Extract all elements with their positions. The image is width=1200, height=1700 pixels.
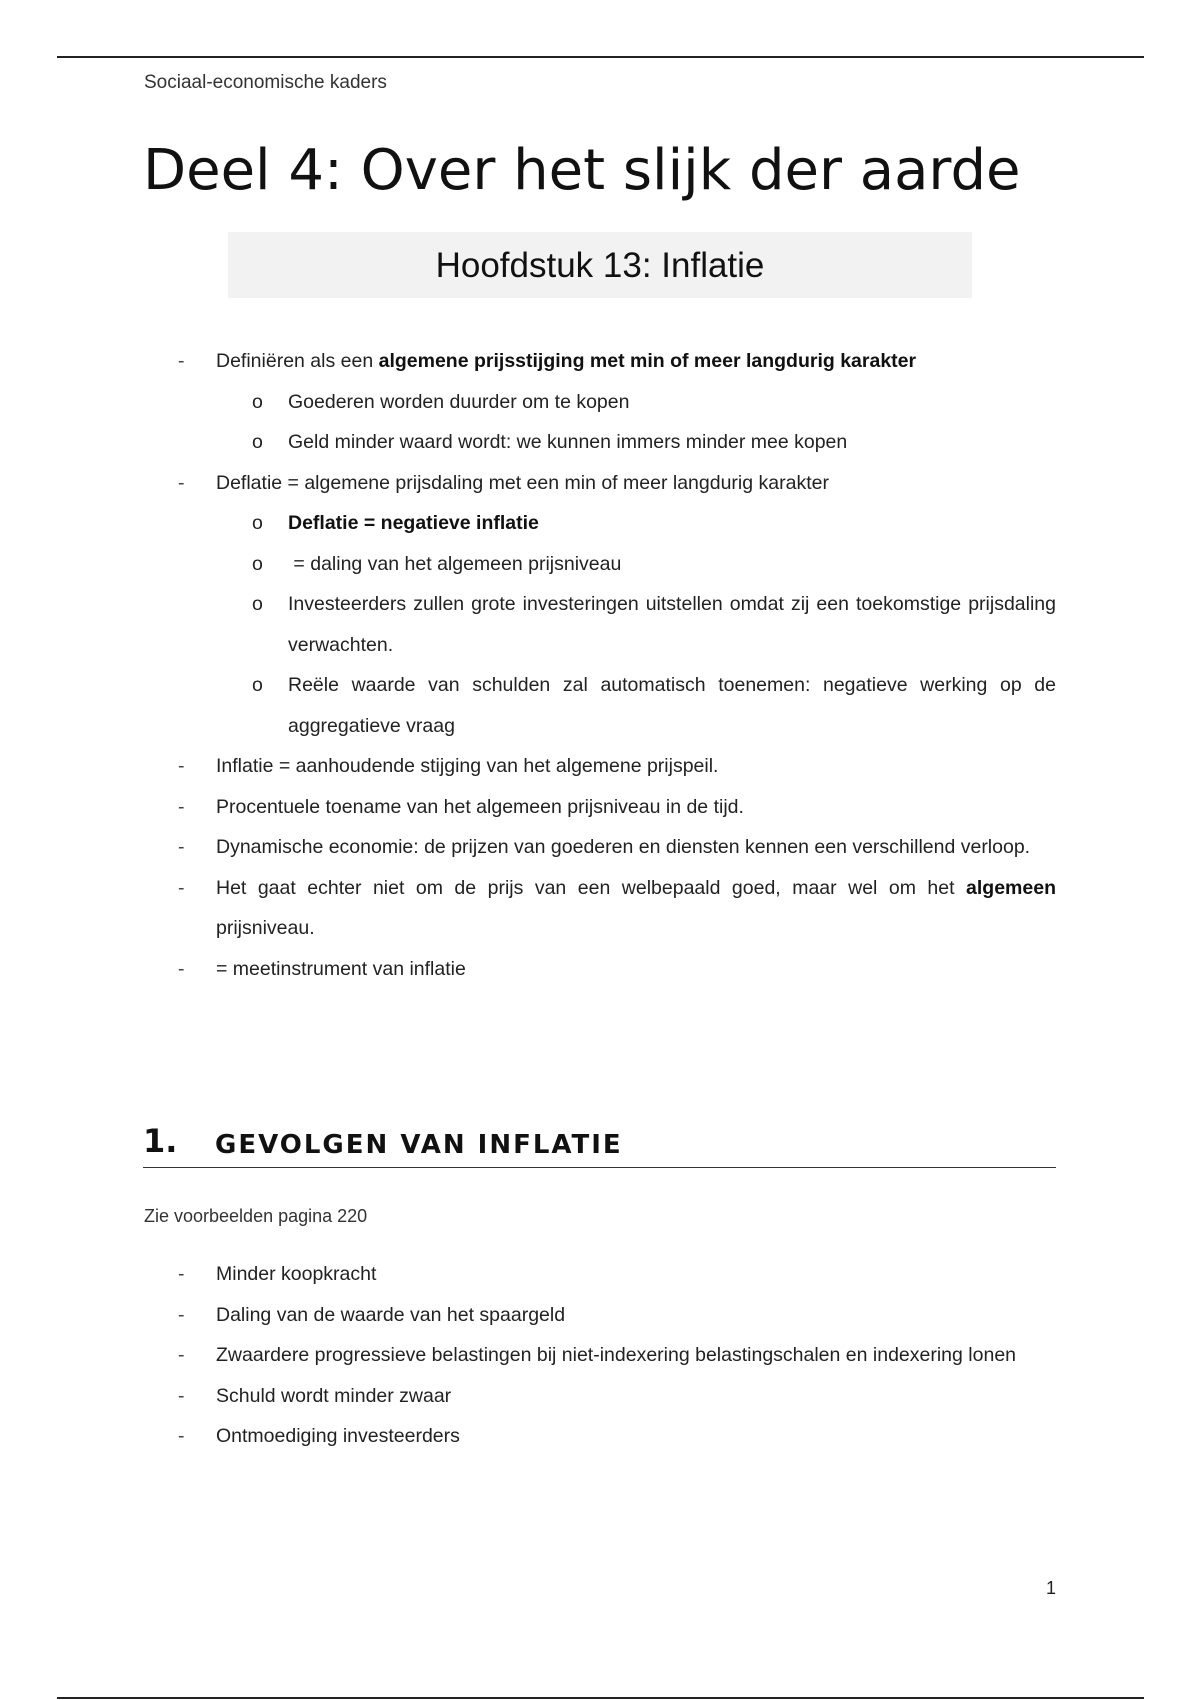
section-heading bbox=[143, 1122, 1056, 1168]
list-item bbox=[144, 1416, 1056, 1457]
list-item bbox=[144, 787, 1056, 828]
intro-bullet-list bbox=[144, 341, 1056, 989]
item-text: = meetinstrument van inflatie bbox=[216, 957, 466, 980]
dash-bullet: - bbox=[178, 836, 185, 858]
dash-bullet: - bbox=[178, 1303, 185, 1326]
dash-bullet: - bbox=[178, 795, 185, 818]
item-text: Reële waarde van schulden zal automatisch toenemen: negatieve werking op de aggregatieve vraag bbox=[288, 674, 1056, 737]
list-item bbox=[144, 1376, 1056, 1417]
dash-bullet: - bbox=[178, 1263, 185, 1285]
circle-bullet: o bbox=[252, 512, 263, 534]
item-text: Deflatie = algemene prijsdaling met een min of meer langdurig karakter bbox=[216, 471, 829, 494]
dash-bullet: - bbox=[178, 350, 185, 372]
list-item bbox=[144, 1254, 1056, 1295]
item-text: Ontmoediging investeerders bbox=[216, 1425, 460, 1447]
running-header: Sociaal-economische kaders bbox=[144, 72, 387, 93]
sub-list-item bbox=[144, 665, 1056, 746]
page-number: 1 bbox=[1046, 1578, 1057, 1598]
sub-list-item bbox=[144, 382, 1056, 423]
item-text-bold: algemeen bbox=[966, 876, 1056, 899]
item-text: Investeerders zullen grote investeringen uitstellen omdat zij een toekomstige prijsdaling verwachten. bbox=[288, 593, 1056, 656]
circle-bullet: o bbox=[252, 674, 263, 696]
item-text: Inflatie = aanhoudende stijging van het algemene prijspeil. bbox=[216, 755, 719, 777]
item-text: Geld minder waard wordt: we kunnen immers minder mee kopen bbox=[288, 431, 848, 453]
item-text: = daling van het algemeen prijsniveau bbox=[288, 552, 622, 575]
dash-bullet: - bbox=[178, 1425, 185, 1447]
chapter-title-box bbox=[228, 232, 972, 298]
item-text: prijsniveau. bbox=[216, 917, 315, 939]
footer-rule bbox=[57, 1697, 1144, 1699]
item-text-bold: algemene prijsstijging met min of meer langdurig karakter bbox=[378, 350, 917, 372]
see-reference: Zie voorbeelden pagina 220 bbox=[144, 1206, 368, 1226]
dash-bullet: - bbox=[178, 755, 185, 777]
dash-bullet: - bbox=[178, 1384, 185, 1407]
item-text: Definiëren als een bbox=[216, 350, 379, 372]
list-item bbox=[144, 1335, 1056, 1376]
list-item bbox=[144, 341, 1056, 382]
item-text: Goederen worden duurder om te kopen bbox=[288, 390, 630, 413]
item-text-bold: Deflatie = negatieve inflatie bbox=[288, 512, 539, 534]
dash-bullet: - bbox=[178, 1344, 185, 1366]
list-item bbox=[144, 827, 1056, 868]
item-text: Het gaat echter niet om de prijs van een welbepaald goed, maar wel om het bbox=[216, 876, 967, 899]
circle-bullet: o bbox=[252, 593, 263, 615]
list-item bbox=[144, 463, 1056, 504]
sub-list-item bbox=[144, 544, 1056, 585]
circle-bullet: o bbox=[252, 390, 263, 413]
header-rule bbox=[57, 56, 1144, 58]
circle-bullet: o bbox=[252, 552, 263, 575]
list-item bbox=[144, 868, 1056, 949]
item-text: Zwaardere progressieve belastingen bij niet-indexering belastingschalen en indexering lonen bbox=[216, 1344, 1017, 1366]
item-text: Minder koopkracht bbox=[216, 1263, 377, 1285]
dash-bullet: - bbox=[178, 471, 185, 494]
item-text: Procentuele toename van het algemeen prijsniveau in de tijd. bbox=[216, 795, 744, 818]
item-text: Dynamische economie: de prijzen van goederen en diensten kennen een verschillend verloop. bbox=[216, 836, 1031, 858]
section-number: 1. bbox=[143, 1122, 178, 1160]
list-item bbox=[144, 949, 1056, 990]
item-text: Daling van de waarde van het spaargeld bbox=[216, 1303, 566, 1326]
circle-bullet: o bbox=[252, 431, 263, 453]
sub-list-item bbox=[144, 584, 1056, 665]
dash-bullet: - bbox=[178, 957, 185, 980]
part-title: Deel 4: Over het slijk der aarde bbox=[143, 138, 1021, 203]
sub-list-item bbox=[144, 422, 1056, 463]
list-item bbox=[144, 746, 1056, 787]
section-title: GEVOLGEN VAN INFLATIE bbox=[215, 1130, 623, 1160]
item-text: Schuld wordt minder zwaar bbox=[216, 1384, 452, 1407]
dash-bullet: - bbox=[178, 876, 185, 899]
chapter-title: Hoofdstuk 13: Inflatie bbox=[435, 246, 765, 285]
list-item bbox=[144, 1295, 1056, 1336]
sub-list-item bbox=[144, 503, 1056, 544]
consequences-bullet-list bbox=[144, 1254, 1056, 1457]
